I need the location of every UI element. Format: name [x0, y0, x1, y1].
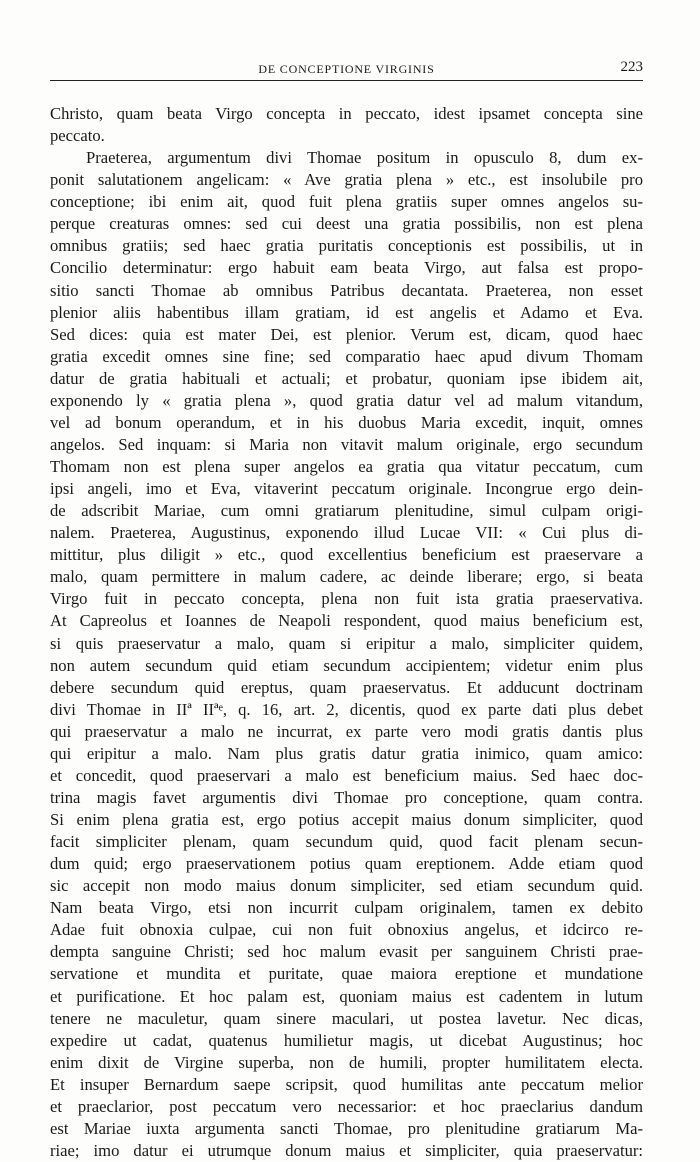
- text-line: sitio sancti Thomae ab omnibus Patribus decantata. Praeterea, non esset: [50, 280, 643, 300]
- text-line: sic accepit non modo maius donum simpliciter, sed etiam secundum quid.: [50, 876, 643, 896]
- text-line: dum quid; ergo praeservationem potius quam ereptionem. Adde etiam quod: [50, 854, 643, 874]
- text-line: riae; imo datur ei utrumque donum maius et simpliciter, quia praeservatur:: [50, 1140, 643, 1160]
- body-text: [50, 103, 643, 1162]
- text-line: angelos. Sed inquam: si Maria non vitavit malum originale, ergo secundum: [50, 434, 643, 454]
- text-line: facit simpliciter plenam, quam secundum quid, quod facit plenam secun-: [50, 832, 643, 852]
- running-head-title: DE CONCEPTIONE VIRGINIS: [258, 62, 435, 76]
- text-line: Concilio determinatur: ergo habuit eam beata Virgo, aut falsa est propo-: [50, 258, 643, 278]
- text-line: tenere ne maculetur, quam sinere maculari, ut postea lavetur. Nec dicas,: [50, 1008, 643, 1028]
- text-line: At Capreolus et Ioannes de Neapoli respondent, quod maius beneficium est,: [50, 611, 643, 631]
- text-line: mittitur, plus diligit » etc., quod excellentius beneficium est praeservare a: [50, 545, 643, 565]
- text-line: Praeterea, argumentum divi Thomae positum in opusculo 8, dum ex-: [86, 148, 643, 168]
- text-line: peccato.: [50, 126, 105, 146]
- text-line: ponit salutationem angelicam: « Ave gratia plena » etc., est insolubile pro: [50, 170, 643, 190]
- text-line: debere secundum quid ereptus, quam praeservatus. Et adducunt doctrinam: [50, 677, 643, 697]
- page-number: 223: [620, 59, 643, 75]
- text-line: non autem secundum quid etiam secundum accipientem; videtur enim plus: [50, 655, 643, 675]
- text-line: exponendo ly « gratia plena », quod gratia datur vel ad malum vitandum,: [50, 390, 643, 410]
- text-line: qui praeservatur a malo ne incurrat, ex parte vero modi gratis dantis plus: [50, 721, 643, 741]
- text-line: servatione et mundita et puritate, quae maiora ereptione et mundatione: [50, 964, 643, 984]
- text-line: Nam beata Virgo, etsi non incurrit culpam originalem, tamen ex debito: [50, 898, 643, 918]
- text-line: perque creaturas omnes: sed cui deest una gratia possibilis, non est plena: [50, 214, 643, 234]
- text-line: est Mariae iuxta argumenta sancti Thomae, pro plenitudine gratiarum Ma-: [50, 1118, 643, 1138]
- text-line: si quis praeservatur a malo, quam si eripitur a malo, simpliciter quidem,: [50, 633, 643, 653]
- text-line: expedire ut cadat, quatenus humilietur magis, ut dicebat Augustinus; hoc: [50, 1030, 643, 1050]
- text-line: et praeclarior, post peccatum vero necessarior: et hoc praeclarius dandum: [50, 1096, 643, 1116]
- text-line: omnibus gratiis; sed haec gratia puritatis conceptionis est possibilis, ut in: [50, 236, 643, 256]
- text-line: qui eripitur a malo. Nam plus gratis datur gratia inimico, quam amico:: [50, 743, 643, 763]
- text-line: trina magis favet argumentis divi Thomae pro conceptione, quam contra.: [50, 787, 643, 807]
- text-line: dempta sanguine Christi; sed hoc malum evasit per sanguinem Christi prae-: [50, 942, 643, 962]
- text-line: plenior aliis habentibus illam gratiam, id est angelis et Adamo et Eva.: [50, 302, 643, 322]
- running-header: [50, 58, 643, 81]
- text-line: Et insuper Bernardum saepe scripsit, quod humilitas ante peccatum melior: [50, 1074, 643, 1094]
- text-line: Thomam non est plena super angelos ea gratia qua vitatur peccatum, cum: [50, 457, 643, 476]
- text-line: nalem. Praeterea, Augustinus, exponendo illud Lucae VII: « Cui plus di-: [50, 523, 643, 543]
- text-line: vel ad bonum operandum, et in his duobus Maria excedit, inquit, omnes: [50, 412, 643, 432]
- text-line: et concedit, quod praeservari a malo est beneficium maius. Sed haec doc-: [50, 765, 643, 785]
- text-line: malo, quam permittere in malum cadere, ac deinde liberare; ergo, si beata: [50, 567, 643, 587]
- text-line: Sed dices: quia est mater Dei, est plenior. Verum est, dicam, quod haec: [50, 324, 643, 344]
- text-line: Adae fuit obnoxia culpae, cui non fuit obnoxius angelus, et idcirco re-: [50, 920, 643, 940]
- text-line: de adscribit Mariae, cum omni gratiarum plenitudine, simul culpam origi-: [50, 501, 643, 521]
- text-line: ipsi angeli, imo et Eva, vitaverint peccatum originale. Incongrue ergo dein-: [50, 479, 643, 499]
- text-line: enim dixit de Virgine superba, non de humili, propter humilitatem electa.: [50, 1052, 643, 1072]
- text-line: divi Thomae in IIª IIªᵉ, q. 16, art. 2, dicentis, quod ex parte dati plus debet: [50, 699, 643, 719]
- text-line: Si enim plena gratia est, ergo potius accepit maius donum simpliciter, quod: [50, 810, 643, 829]
- text-line: Christo, quam beata Virgo concepta in peccato, idest ipsamet concepta sine: [50, 104, 643, 123]
- text-line: Virgo fuit in peccato concepta, plena non fuit ista gratia praeservativa.: [50, 589, 643, 609]
- text-line: et purificatione. Et hoc palam est, quoniam maius est cadentem in lutum: [50, 986, 643, 1006]
- text-line: gratia excedit omnes sine fine; sed comparatio haec apud divum Thomam: [50, 346, 643, 366]
- text-line: conceptione; ibi enim ait, quod fuit plena gratiis super omnes angelos su-: [50, 192, 643, 212]
- text-line: datur de gratia habituali et actuali; et probatur, quoniam ipse ibidem ait,: [50, 368, 643, 388]
